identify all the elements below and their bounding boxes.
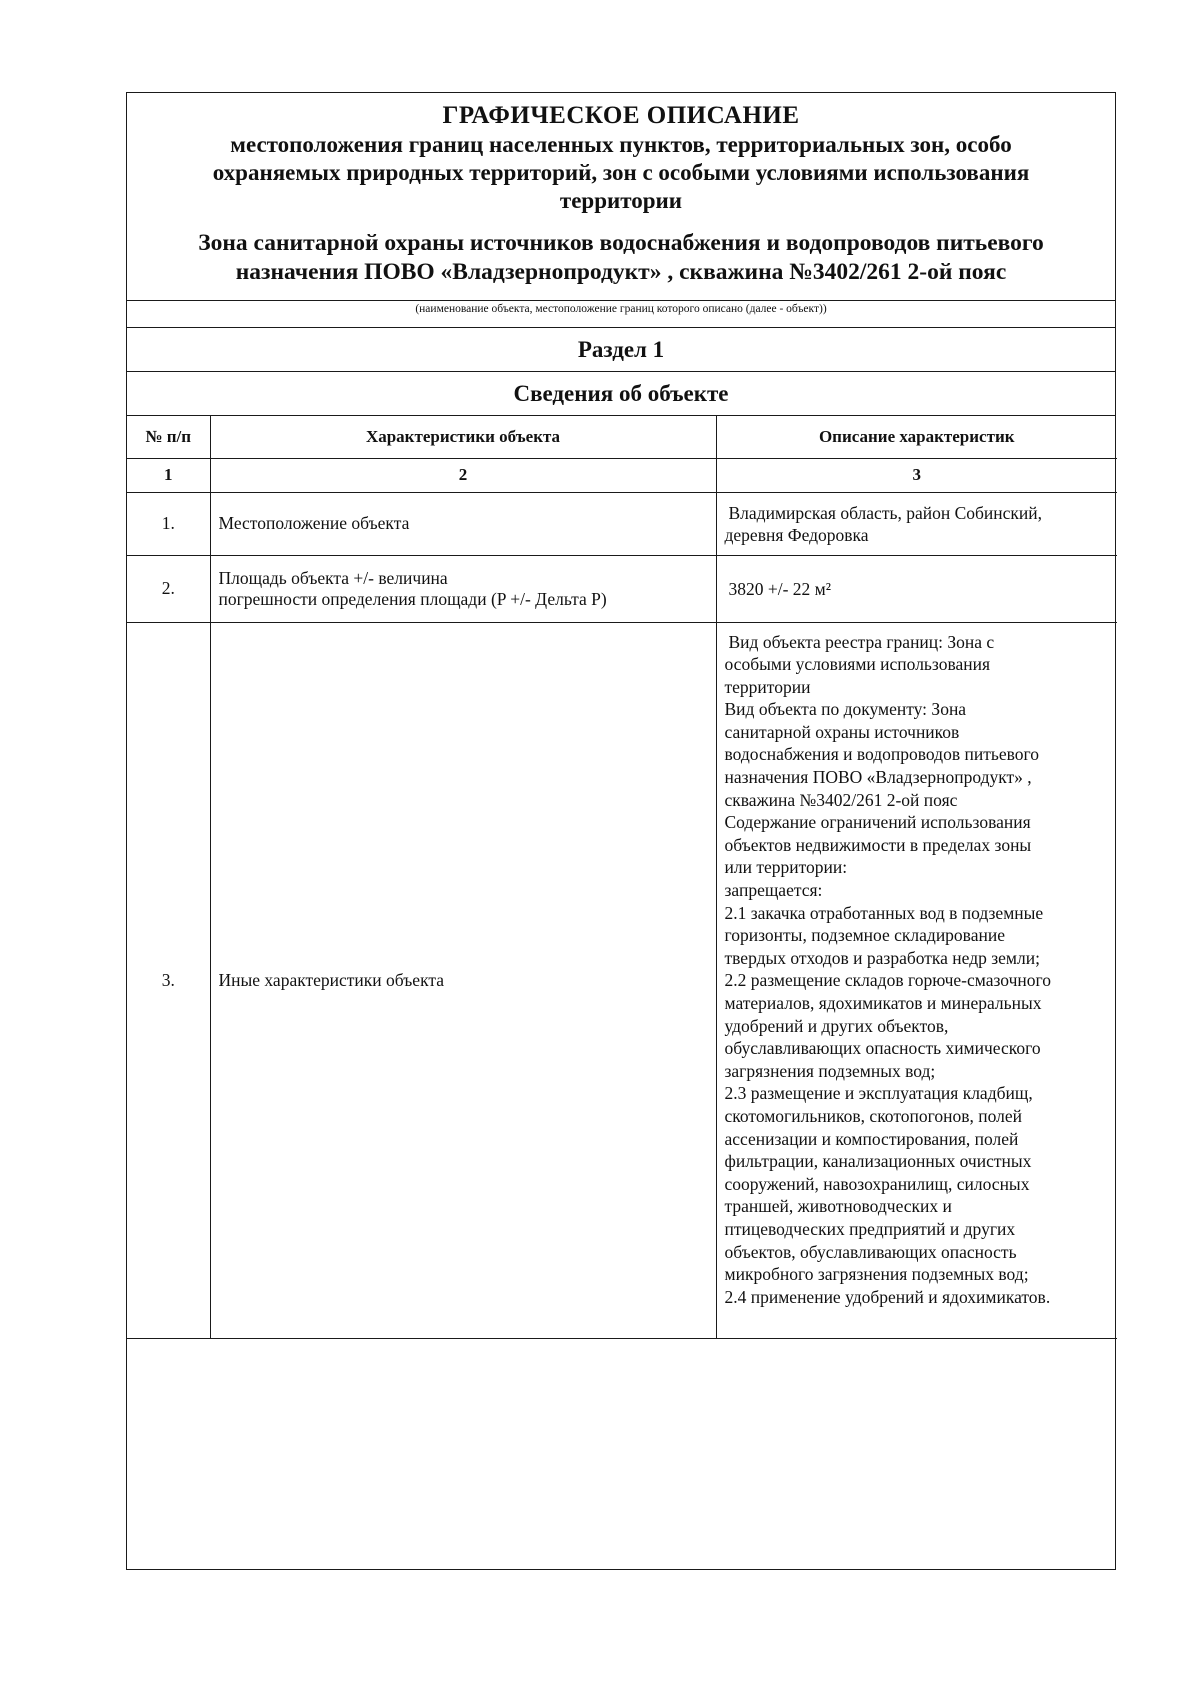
row-number: 3. (127, 622, 210, 1338)
description-line: или территории: (724, 857, 848, 878)
row-characteristic (210, 555, 716, 622)
description-line: объектов недвижимости в пределах зоны (724, 834, 1032, 855)
description-line: 2.4 применение удобрений и ядохимикатов. (724, 1286, 1051, 1307)
table-row (127, 555, 1117, 622)
description-line: Содержание ограничений использования (724, 812, 1031, 833)
row-characteristic (210, 492, 716, 555)
column-number-row (127, 458, 1117, 492)
column-number: 2 (210, 458, 716, 492)
row-number: 1. (127, 492, 210, 555)
object-name-line: Зона санитарной охраны источников водоснабжения и водопроводов питьевого (198, 230, 1044, 256)
description-line: загрязнения подземных вод; (724, 1060, 936, 1081)
row-description (716, 622, 1117, 1338)
column-header-description: Описание характеристик (716, 416, 1117, 458)
description-line: деревня Федоровка (724, 524, 869, 545)
description-line: 2.3 размещение и эксплуатация кладбищ, (724, 1083, 1033, 1104)
description-line: траншей, животноводческих и (724, 1196, 952, 1217)
description-line: санитарной охраны источников (724, 721, 960, 742)
description-line: твердых отходов и разработка недр земли; (724, 947, 1040, 968)
description-line: материалов, ядохимикатов и минеральных (724, 993, 1042, 1013)
characteristics-table (127, 416, 1117, 1339)
description-line: территории (724, 676, 811, 697)
description-line: скважина №3402/261 2-ой пояс (724, 789, 958, 810)
column-number: 3 (716, 458, 1117, 492)
table-row (127, 492, 1117, 555)
description-line: Вид объекта реестра границ: Зона с (728, 631, 995, 652)
description-line: ассенизации и компостирования, полей (724, 1128, 1019, 1149)
object-caption: (наименование объекта, местоположение границ которого описано (далее - объект)) (127, 301, 1115, 328)
description-line: водоснабжения и водопроводов питьевого (724, 744, 1039, 765)
description-line: удобрений и других объектов, (724, 1015, 949, 1036)
subtitle-line: территории (559, 188, 683, 213)
document-subtitle (127, 131, 1115, 215)
description-line: 3820 +/- 22 м² (728, 578, 832, 599)
section-subtitle: Сведения об объекте (127, 372, 1115, 416)
description-line: Вид объекта по документу: Зона (724, 699, 967, 720)
row-description (716, 492, 1117, 555)
section-title: Раздел 1 (127, 328, 1115, 372)
characteristic-line: Площадь объекта +/- величина (218, 567, 448, 588)
description-line: скотомогильников, скотопогонов, полей (724, 1105, 1022, 1126)
row-number: 2. (127, 555, 210, 622)
description-line: Владимирская область, район Собинский, (728, 502, 1042, 523)
table-header-row (127, 416, 1117, 458)
document-frame (126, 92, 1116, 1570)
description-line: назначения ПОВО «Владзернопродукт» , (724, 767, 1032, 788)
description-line: фильтрации, канализационных очистных (724, 1151, 1032, 1172)
description-line: птицеводческих предприятий и других (724, 1218, 1016, 1239)
row-description (716, 555, 1117, 622)
column-header-characteristic: Характеристики объекта (210, 416, 716, 458)
table-row (127, 622, 1117, 1338)
object-name (127, 229, 1115, 287)
description-line: обуславливающих опасность химического (724, 1038, 1041, 1059)
description-line: 2.2 размещение складов горюче-смазочного (724, 970, 1052, 991)
document-title: ГРАФИЧЕСКОЕ ОПИСАНИЕ (442, 102, 800, 129)
object-name-line: назначения ПОВО «Владзернопродукт» , скважина №3402/261 2-ой пояс (235, 259, 1007, 285)
description-lines (725, 631, 1114, 1309)
characteristic-line: погрешности определения площади (P +/- Дельта P) (218, 588, 607, 609)
description-line: микробного загрязнения подземных вод; (724, 1264, 1029, 1285)
characteristic-line: Местоположение объекта (218, 513, 410, 533)
row-characteristic (210, 622, 716, 1338)
subtitle-line: охраняемых природных территорий, зон с особыми условиями использования (212, 160, 1030, 185)
column-number: 1 (127, 458, 210, 492)
column-header-number: № п/п (127, 416, 210, 458)
description-line: горизонты, подземное складирование (724, 925, 1005, 946)
description-line: особыми условиями использования (724, 654, 991, 675)
document-header (127, 93, 1115, 301)
description-line: 2.1 закачка отработанных вод в подземные (724, 902, 1044, 923)
description-line: запрещается: (724, 880, 823, 901)
description-line: сооружений, навозохранилищ, силосных (724, 1173, 1030, 1194)
subtitle-line: местоположения границ населенных пунктов, территориальных зон, особо (230, 132, 1012, 157)
description-line: объектов, обуславливающих опасность (724, 1241, 1017, 1262)
characteristic-line: Иные характеристики объекта (218, 969, 444, 990)
